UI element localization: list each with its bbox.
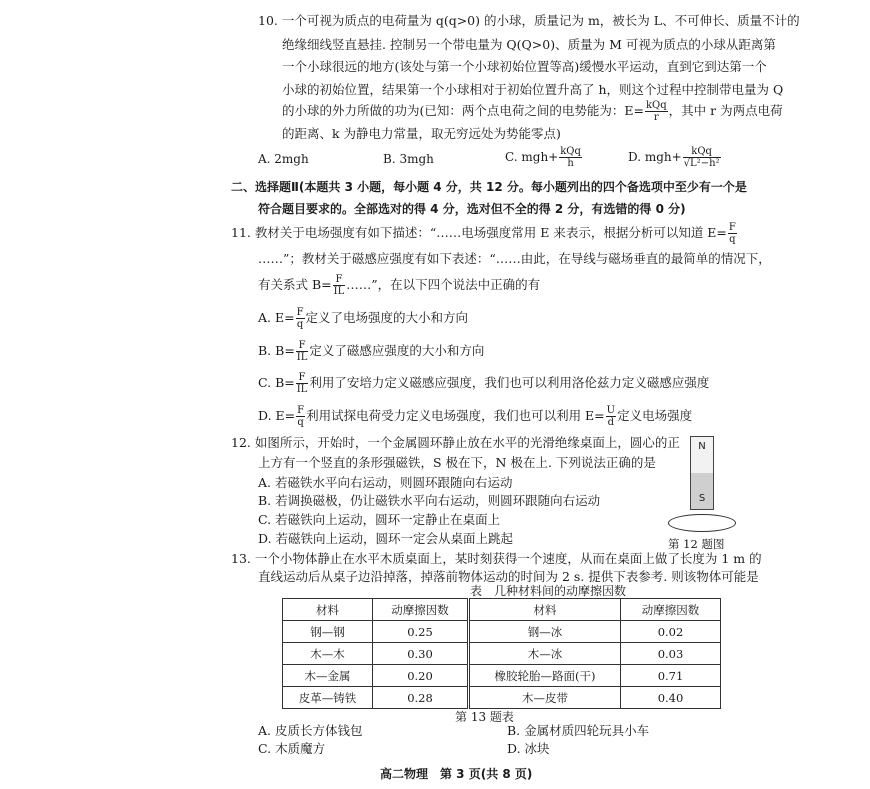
table-cell: 木—金属 [283, 665, 373, 687]
magnet-s-label: S [698, 493, 706, 504]
q13-option-d: D. 冰块 [507, 741, 550, 756]
q13-option-c: C. 木质魔方 [258, 741, 326, 756]
metal-ring-figure [668, 514, 736, 532]
e-fraction: $\frac{F}{q}$ [728, 222, 736, 245]
option-d-fraction: $\frac{\text{kQq}}{\text{√L²−h²}}$ [683, 146, 720, 169]
table-cell: 钢—钢 [283, 621, 373, 643]
section2-heading-line2: 符合题目要求的。全部选对的得 4 分，选对但不全的得 2 分，有选错的得 0 分) [258, 202, 686, 216]
q13-option-a: A. 皮质长方体钱包 [258, 723, 363, 738]
q10-option-b: B. 3mgh [383, 152, 434, 166]
option-c-fraction: $\frac{\text{kQq}}{h}$ [560, 146, 581, 169]
header-coefficient-2: 动摩擦因数 [621, 599, 721, 621]
q11-option-d: D. E= $\frac{F}{q}$ 利用试探电荷受力定义电场强度，我们也可以利用 E= $\frac{U}{d}$ 定义电场强度 [258, 405, 693, 428]
q11-option-c: C. B= $\frac{F}{IL}$ 利用了安培力定义磁感应强度，我们也可以利用洛伦兹力定义磁感应强度 [258, 372, 710, 395]
q12-option-b: B. 若调换磁极，仍让磁铁水平向右运动，则圆环跟随向右运动 [258, 493, 601, 508]
table-title: 表 几种材料间的动摩擦因数 [470, 584, 627, 598]
header-material: 材料 [283, 599, 373, 621]
q10-line5-text: 的小球的外力所做的功为(已知：两个点电荷之间的电势能为：E= [282, 103, 644, 118]
q10-option-d: D. mgh+ $\frac{\text{kQq}}{\text{√L²−h²}}$ [628, 146, 720, 169]
table-cell: 0.02 [621, 621, 721, 643]
table-cell: 0.28 [373, 687, 469, 709]
table-caption: 第 13 题表 [455, 710, 514, 724]
q10-option-c: C. mgh+ $\frac{\text{kQq}}{h}$ [505, 146, 581, 169]
header-material-2: 材料 [469, 599, 621, 621]
q11-option-b: B. B= $\frac{F}{IL}$ 定义了磁感应强度的大小和方向 [258, 340, 485, 363]
header-coefficient: 动摩擦因数 [373, 599, 469, 621]
q10-line6: 的距离、k 为静电力常量，取无穷远处为势能零点) [282, 126, 561, 141]
table-cell: 0.30 [373, 643, 469, 665]
q10-line5 [282, 100, 783, 123]
q13-line1: 13. 一个小物体静止在水平木质桌面上，某时刻获得一个速度，从而在桌面上做了长度为 1 m 的 [231, 551, 762, 566]
energy-fraction: $\frac{\text{kQq}}{r}$ [645, 100, 667, 123]
q10-line5-tail: ，其中 r 为两点电荷 [668, 103, 783, 118]
q11-option-a: A. E= $\frac{F}{q}$ 定义了电场强度的大小和方向 [258, 307, 469, 330]
table-header-row [283, 599, 721, 621]
bar-magnet-figure [690, 436, 714, 510]
table-cell: 0.25 [373, 621, 469, 643]
table-row [283, 687, 721, 709]
q11-line3: 有关系式 B= $\frac{F}{IL}$ ……”，在以下四个说法中正确的有 [258, 274, 541, 297]
magnet-n-label: N [698, 441, 706, 452]
q10-option-a: A. 2mgh [258, 152, 309, 166]
q11-line1: 11. 教材关于电场强度有如下描述：“……电场强度常用 E 来表示，根据分析可以知道 E= $\frac{F}{q}$ [231, 222, 736, 245]
q11-line2: ……”；教材关于磁感应强度有如下表述：“……由此，在导线与磁场垂直的最简单的情况下， [258, 251, 771, 266]
b-fraction: $\frac{F}{IL}$ [333, 274, 345, 297]
q13-option-b: B. 金属材质四轮玩具小车 [507, 723, 650, 738]
table-cell: 皮革—铸铁 [283, 687, 373, 709]
table-cell: 钢—冰 [469, 621, 621, 643]
q12-option-c: C. 若磁铁向上运动，圆环一定静止在桌面上 [258, 512, 501, 527]
page-footer: 高二物理 第 3 页(共 8 页) [380, 767, 533, 781]
table-cell: 0.71 [621, 665, 721, 687]
q13-line2: 直线运动后从桌子边沿掉落，掉落前物体运动的时间为 2 s. 提供下表参考. 则该物体可能是 [258, 569, 759, 584]
table-cell: 0.20 [373, 665, 469, 687]
table-row [283, 665, 721, 687]
q12-option-a: A. 若磁铁水平向右运动，则圆环跟随向右运动 [258, 475, 513, 490]
table-cell: 0.03 [621, 643, 721, 665]
q10-line1: 10. 一个可视为质点的电荷量为 q(q>0) 的小球，质量记为 m，被长为 L、不可伸长、质量不计的 [258, 13, 800, 28]
fig12-caption: 第 12 题图 [668, 537, 725, 551]
q12-option-d: D. 若磁铁向上运动，圆环一定会从桌面上跳起 [258, 531, 514, 546]
table-cell: 木—冰 [469, 643, 621, 665]
table-cell: 木—木 [283, 643, 373, 665]
q10-line2: 绝缘细线竖直悬挂. 控制另一个带电量为 Q(Q>0)、质量为 M 可视为质点的小球从距离第 [282, 37, 776, 52]
table-cell: 木—皮带 [469, 687, 621, 709]
q12-line1: 12. 如图所示，开始时，一个金属圆环静止放在水平的光滑绝缘桌面上，圆心的正 [231, 435, 680, 450]
section2-heading-line1: 二、选择题Ⅱ(本题共 3 小题，每小题 4 分，共 12 分。每小题列出的四个备选项中至少有一个是 [231, 180, 747, 194]
table-cell: 橡胶轮胎—路面(干) [469, 665, 621, 687]
table-row [283, 621, 721, 643]
table-row [283, 643, 721, 665]
q12-line2: 上方有一个竖直的条形强磁铁，S 极在下，N 极在上. 下列说法正确的是 [258, 455, 656, 470]
q10-line3: 一个小球很远的地方(该处与第一个小球初始位置等高)缓慢水平运动，直到它到达第一个 [282, 59, 767, 74]
friction-table [282, 598, 721, 709]
q10-line4: 小球的初始位置，结果第一个小球相对于初始位置升高了 h，则这个过程中控制带电量为 Q [282, 82, 784, 97]
table-cell: 0.40 [621, 687, 721, 709]
